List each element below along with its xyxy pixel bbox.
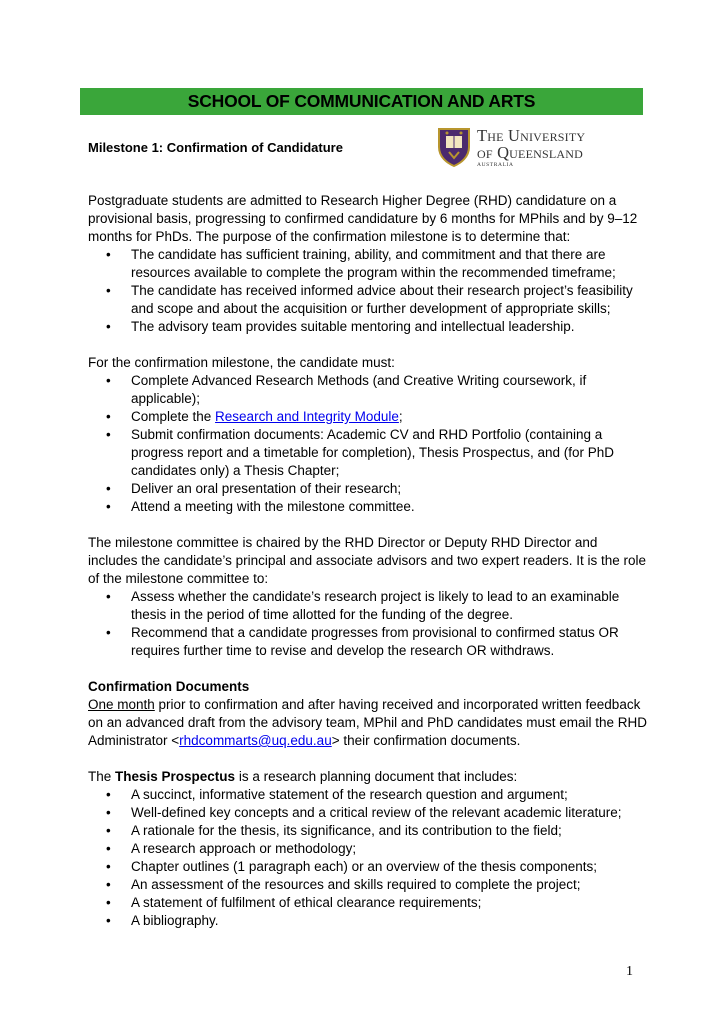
list-item-prefix: Complete the [131,409,216,424]
list-item: • The candidate has received informed advice about their research project’s feasibility and scope and about the acquisition or further development of appropriate skills; [88,282,648,318]
list-item: • A bibliography. [88,912,648,930]
one-month-emphasis: One month [88,697,155,712]
research-integrity-module-link[interactable]: Research and Integrity Module [215,409,399,424]
document-body [88,192,648,930]
list-item: • Chapter outlines (1 paragraph each) or an overview of the thesis components; [88,858,648,876]
committee-paragraph: The milestone committee is chaired by the RHD Director or Deputy RHD Director and includes the candidate’s principal and associate advisors and two expert readers. It is the role of the milestone committee to: [88,535,647,586]
documents-text-2: > their confirmation documents. [331,733,521,748]
list-item: • Complete Advanced Research Methods (and Creative Writing coursework, if applicable); [88,372,648,408]
intro-bullet-list [88,246,648,336]
list-item: • Recommend that a candidate progresses from provisional to confirmed status OR requires further time to revise and develop the research OR withdraws. [88,624,648,660]
list-item: • A rationale for the thesis, its significance, and its contribution to the field; [88,822,648,840]
rhd-email-link[interactable]: rhdcommarts@uq.edu.au [179,733,332,748]
requirements-lead: For the confirmation milestone, the candidate must: [88,355,395,370]
list-item-suffix: ; [398,409,403,424]
logo-line-queensland: of Queensland [477,143,583,162]
list-item: • An assessment of the resources and skills required to complete the project; [88,876,648,894]
list-item: • A statement of fulfilment of ethical clearance requirements; [88,894,648,912]
confirmation-documents-heading: Confirmation Documents [88,679,250,694]
university-logo [437,127,599,171]
intro-paragraph: Postgraduate students are admitted to Research Higher Degree (RHD) candidature on a provisional basis, progressing to confirmed candidature by 6 months for MPhils and by 9–12 months for PhDs. The purpose of the confirmation milestone is to determine that: [88,193,638,244]
page-number: 1 [626,964,633,979]
milestone-heading: Milestone 1: Confirmation of Candidature [88,140,343,155]
list-item: • A research approach or methodology; [88,840,648,858]
prospectus-suffix: is a research planning document that includes: [235,769,518,784]
list-item: • Submit confirmation documents: Academic CV and RHD Portfolio (containing a progress report and a timetable for completion), Thesis Prospectus, and (for PhD candidates only) a Thesis Chapter; [88,426,648,480]
documents-text-1: prior to confirmation and after having received and incorporated written feedback on an advanced draft from the advisory team, MPhil and PhD candidates must email the RHD Administrator < [88,697,648,748]
list-item: • The candidate has sufficient training, ability, and commitment and that there are resources available to complete the program within the recommended timeframe; [88,246,648,282]
list-item [88,408,648,426]
prospectus-bullet-list [88,786,648,930]
list-item: • Deliver an oral presentation of their research; [88,480,648,498]
prospectus-lead [88,768,648,786]
logo-line-university: The University [477,126,586,145]
list-item: • Well-defined key concepts and a critical review of the relevant academic literature; [88,804,648,822]
thesis-prospectus-term: Thesis Prospectus [115,769,236,784]
school-banner [80,88,643,115]
confirmation-documents-paragraph [88,696,648,750]
list-item: • A succinct, informative statement of the research question and argument; [88,786,648,804]
logo-line-australia: AUSTRALIA [477,162,514,168]
requirements-bullet-list [88,372,648,516]
prospectus-prefix: The [88,769,116,784]
crest-icon [437,127,471,167]
list-item: • Attend a meeting with the milestone committee. [88,498,648,516]
list-item: • The advisory team provides suitable mentoring and intellectual leadership. [88,318,648,336]
banner-title: SCHOOL OF COMMUNICATION AND ARTS [187,91,536,111]
list-item: • Assess whether the candidate’s research project is likely to lead to an examinable thesis in the period of time allotted for the funding of the degree. [88,588,648,624]
committee-bullet-list [88,588,648,660]
